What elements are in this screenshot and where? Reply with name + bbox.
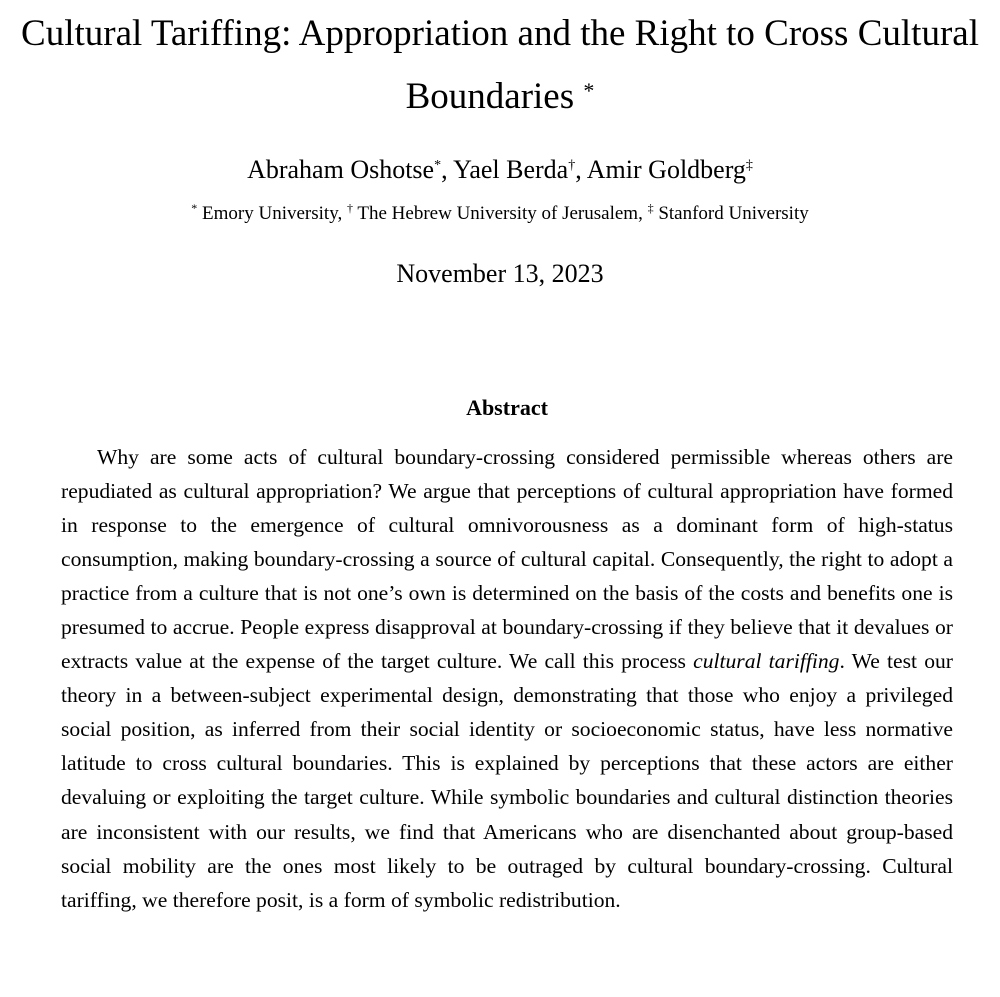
author-name: Abraham Oshotse <box>247 155 435 184</box>
abstract-body <box>61 440 953 917</box>
affiliation-mark: * <box>191 201 198 215</box>
affiliation-name: Stanford University <box>658 203 809 224</box>
author-list: Abraham Oshotse*, Yael Berda†, Amir Goldberg‡ <box>247 155 753 184</box>
abstract-text-part: Why are some acts of cultural boundary-crossing considered permissible whereas others are repudiated as cultural appropriation? We argue that perceptions of cultural appropriation have formed in response to the emergence of cultural omnivorousness as a dominant form of high-status consumption, making boundary-crossing a source of cultural capital. Consequently, the right to adopt a practice from a culture that is not one’s own is determined on the basis of the costs and benefits one is presumed to accrue. People express disapproval at boundary-crossing if they believe that it devalues or extracts value at the expense of the target culture. We call this process <box>61 445 953 674</box>
abstract-key-term: cultural tariffing <box>693 649 840 674</box>
author-mark: * <box>434 158 442 173</box>
author-name: Amir Goldberg <box>586 155 746 184</box>
paper-title-text: Cultural Tariffing: Appropriation and the Right to Cross Cultural Boundaries <box>21 13 979 117</box>
affiliation-mark: † <box>346 201 353 215</box>
paper-title <box>0 2 1000 128</box>
paper-date: November 13, 2023 <box>396 259 604 288</box>
abstract-text-part: . We test our theory in a between-subject experimental design, demonstrating that those who enjoy a privileged social position, as inferred from their social identity or socioeconomic status, have less normative latitude to cross cultural boundaries. This is explained by perceptions that these actors are either devaluing or exploiting the target culture. While symbolic boundaries and cultural distinction theories are inconsistent with our results, we find that Americans who are disenchanted about group-based social mobility are the ones most likely to be outraged by cultural boundary-crossing. Cultural tariffing, we therefore posit, is a form of symbolic redistribution. <box>61 649 953 912</box>
author-mark: ‡ <box>745 158 753 173</box>
author-name: Yael Berda <box>453 155 569 184</box>
affiliation-list: * Emory University, † The Hebrew University of Jerusalem, ‡ Stanford University <box>191 201 809 224</box>
abstract-heading: Abstract <box>466 395 548 420</box>
affiliation-name: Emory University <box>202 203 338 224</box>
author-mark: † <box>568 158 576 173</box>
title-footnote-mark: * <box>583 78 595 103</box>
affiliation-name: The Hebrew University of Jerusalem <box>357 203 639 224</box>
affiliation-mark: ‡ <box>647 201 654 215</box>
